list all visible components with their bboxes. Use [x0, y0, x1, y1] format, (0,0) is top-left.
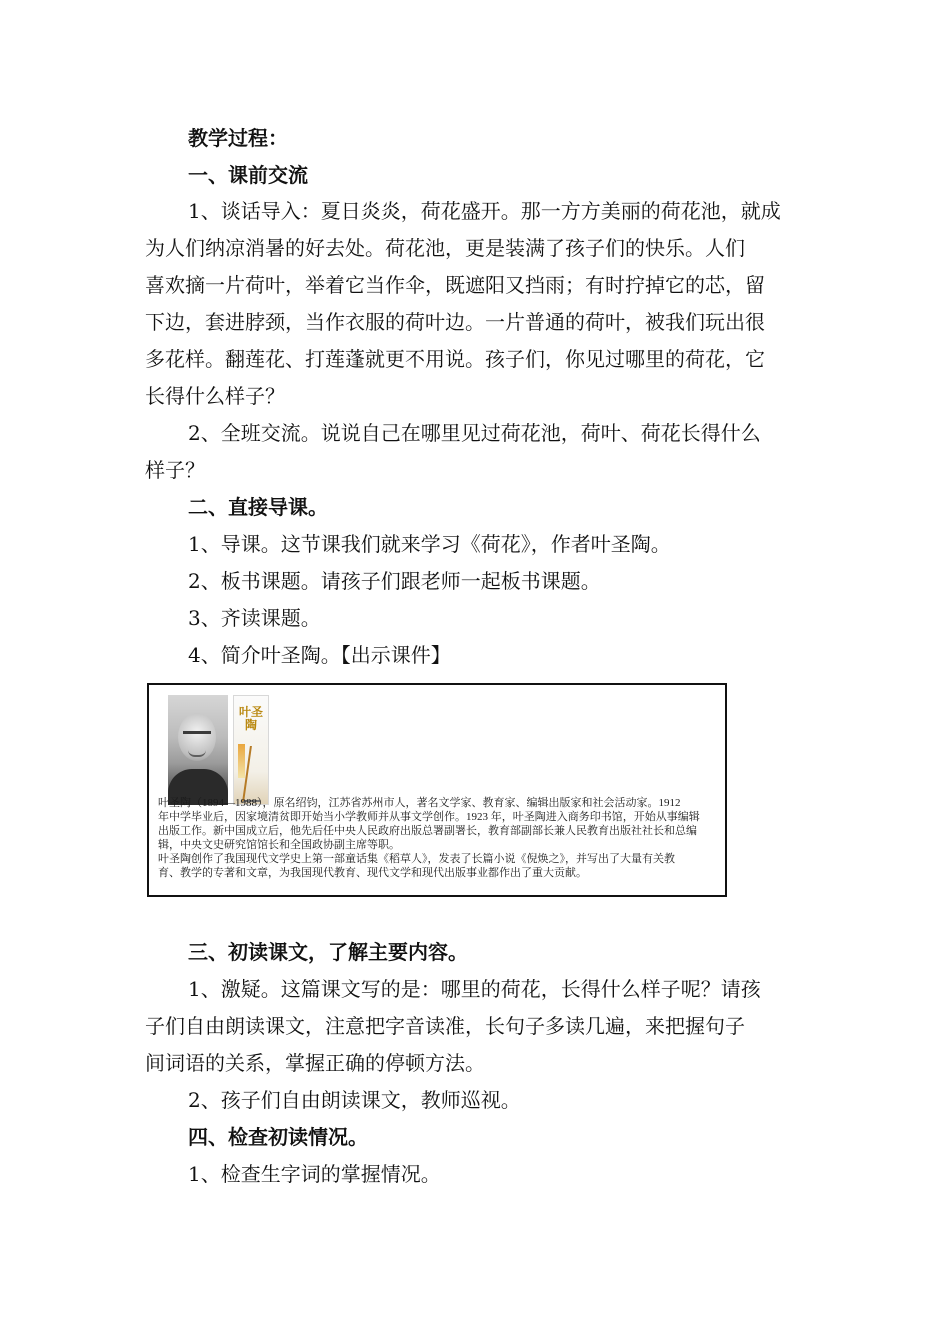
text-line: 子们自由朗读课文，注意把字音读准，长句子多读几遍，来把握句子	[145, 1014, 745, 1038]
author-biography: 叶圣陶（1894—1988），原名绍钧，江苏省苏州市人，著名文学家、教育家、编辑出版家和社会活动家。1912 年中学毕业后，因家境清贫即开始当小学教师并从事文学创作。1923 年，叶圣陶进入商务印书馆，开始从事编辑 出版工作。新中国成立后，他先后任中央人民政府出版总署副署长，教育部副部长兼人民教育出版社社长和总编 辑，中央文史研究馆馆长和全国政协副主席等职。 叶圣陶创作了我国现代文学史上第一部童话集《稻草人》，发表了长篇小说《倪焕之》，并写出了大量有关教 育、教学的专著和文章，为我国现代教育、现代文学和现代出版事业都作出了重大贡献。	[158, 797, 700, 879]
book-decoration-icon	[238, 744, 245, 778]
text-line: 2、全班交流。说说自己在哪里见过荷花池，荷叶、荷花长得什么	[188, 421, 761, 445]
text-line: 三、初读课文，了解主要内容。	[188, 940, 468, 964]
text-line: 二、直接导课。	[188, 495, 328, 519]
text-line: 1、导课。这节课我们就来学习《荷花》，作者叶圣陶。	[188, 532, 671, 556]
text-line: 一、课前交流	[188, 163, 308, 187]
book-cover	[233, 695, 269, 805]
text-line: 2、孩子们自由朗读课文，教师巡视。	[188, 1088, 521, 1112]
author-intro-figure	[147, 683, 727, 897]
text-line: 喜欢摘一片荷叶，举着它当作伞，既遮阳又挡雨；有时拧掉它的芯，留	[145, 273, 765, 297]
text-line: 3、齐读课题。	[188, 606, 321, 630]
text-line: 间词语的关系，掌握正确的停顿方法。	[145, 1051, 485, 1075]
text-line: 下边，套进脖颈，当作衣服的荷叶边。一片普通的荷叶，被我们玩出很	[145, 310, 765, 334]
book-title: 叶圣陶	[239, 705, 264, 732]
text-line: 为人们纳凉消暑的好去处。荷花池，更是装满了孩子们的快乐。人们	[145, 236, 745, 260]
text-line: 4、简介叶圣陶。【出示课件】	[188, 643, 451, 667]
text-line: 多花样。翻莲花、打莲蓬就更不用说。孩子们，你见过哪里的荷花，它	[145, 347, 765, 371]
portrait-eyes-icon	[183, 731, 211, 738]
text-line: 教学过程：	[188, 126, 288, 150]
text-line: 长得什么样子？	[145, 384, 285, 408]
book-leaf-icon	[242, 746, 268, 802]
text-line: 样子？	[145, 458, 205, 482]
text-line: 1、谈话导入：夏日炎炎，荷花盛开。那一方方美丽的荷花池，就成	[188, 199, 781, 223]
text-line: 1、检查生字词的掌握情况。	[188, 1162, 441, 1186]
text-line: 2、板书课题。请孩子们跟老师一起板书课题。	[188, 569, 601, 593]
author-portrait	[168, 695, 228, 805]
text-line: 1、激疑。这篇课文写的是：哪里的荷花，长得什么样子呢？请孩	[188, 977, 761, 1001]
text-line: 四、检查初读情况。	[188, 1125, 368, 1149]
